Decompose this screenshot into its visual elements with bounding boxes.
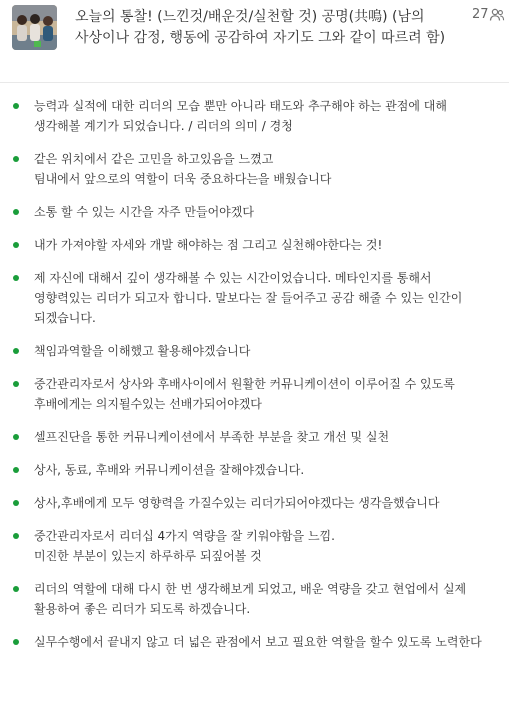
comment-text: 셀프진단을 통한 커뮤니케이션에서 부족한 부분을 찾고 개선 및 실천 <box>34 430 390 444</box>
comment-text: 중간관리자로서 리더십 4가지 역량을 잘 키워야함을 느낌. 미진한 부분이 있는지 하루하루 되짚어볼 것 <box>34 529 335 563</box>
people-icon[interactable] <box>489 7 505 23</box>
chat-header <box>0 0 509 83</box>
comment-item <box>0 235 509 255</box>
comment-text: 능력과 실적에 대한 리더의 모습 뿐만 아니라 태도와 추구해야 하는 관점에 대해 생각해볼 계기가 되었습니다. / 리더의 의미 / 경청 <box>34 99 447 133</box>
comment-item <box>0 96 509 136</box>
comment-text: 제 자신에 대해서 깊이 생각해볼 수 있는 시간이었습니다. 메타인지를 통해서 영향력있는 리더가 되고자 합니다. 말보다는 잘 들어주고 공감 해줄 수 있는 인간이 되겠습니다. <box>34 271 463 325</box>
comment-item <box>0 149 509 189</box>
comment-item <box>0 460 509 480</box>
bullet-icon <box>13 381 19 387</box>
bullet-icon <box>13 533 19 539</box>
comment-text: 책임과역할을 이해했고 활용해야겠습니다 <box>34 344 251 358</box>
bullet-icon <box>13 348 19 354</box>
comment-item <box>0 493 509 513</box>
comment-text: 소통 할 수 있는 시간을 자주 만들어야겠다 <box>34 205 254 219</box>
comment-text: 같은 위치에서 같은 고민을 하고있음을 느꼈고 팀내에서 앞으로의 역할이 더욱 중요하다는을 배웠습니다 <box>34 152 332 186</box>
chat-title: 오늘의 통찰! (느낀것/배운것/실천할 것) 공명(共鳴) (남의 사상이나 감정, 행동에 공감하여 자기도 그와 같이 따르려 함) <box>75 9 446 46</box>
comment-text: 리더의 역할에 대해 다시 한 번 생각해보게 되었고, 배운 역량을 갖고 현업에서 실제 활용하여 좋은 리더가 되도록 하겠습니다. <box>34 582 467 616</box>
member-count[interactable]: 27 <box>472 7 489 22</box>
bullet-icon <box>13 156 19 162</box>
bullet-icon <box>13 242 19 248</box>
bullet-icon <box>13 275 19 281</box>
comment-text: 내가 가져야할 자세와 개발 해야하는 점 그리고 실천해야한다는 것! <box>34 238 383 252</box>
comment-text: 상사, 동료, 후배와 커뮤니케이션을 잘해야겠습니다. <box>34 463 305 477</box>
comment-item <box>0 202 509 222</box>
comment-text: 실무수행에서 끝내지 않고 더 넓은 관점에서 보고 필요한 역할을 할수 있도록 노력한다 <box>34 635 482 649</box>
bullet-icon <box>13 639 19 645</box>
comment-text: 상사,후배에게 모두 영향력을 가질수있는 리더가되어야겠다는 생각을했습니다 <box>34 496 440 510</box>
bullet-icon <box>13 500 19 506</box>
comment-item <box>0 268 509 328</box>
bullet-icon <box>13 467 19 473</box>
comment-item <box>0 526 509 566</box>
comment-item <box>0 632 509 652</box>
comment-item <box>0 579 509 619</box>
comment-item <box>0 341 509 361</box>
comment-text: 중간관리자로서 상사와 후배사이에서 원활한 커뮤니케이션이 이루어질 수 있도록 후배에게는 의지될수있는 선배가되어야겠다 <box>34 377 455 411</box>
comment-item <box>0 427 509 447</box>
group-photo-image <box>12 5 57 50</box>
bullet-icon <box>13 434 19 440</box>
bullet-icon <box>13 103 19 109</box>
comment-list <box>0 96 509 665</box>
bullet-icon <box>13 586 19 592</box>
group-thumbnail[interactable] <box>12 5 57 50</box>
bullet-icon <box>13 209 19 215</box>
comment-item <box>0 374 509 414</box>
